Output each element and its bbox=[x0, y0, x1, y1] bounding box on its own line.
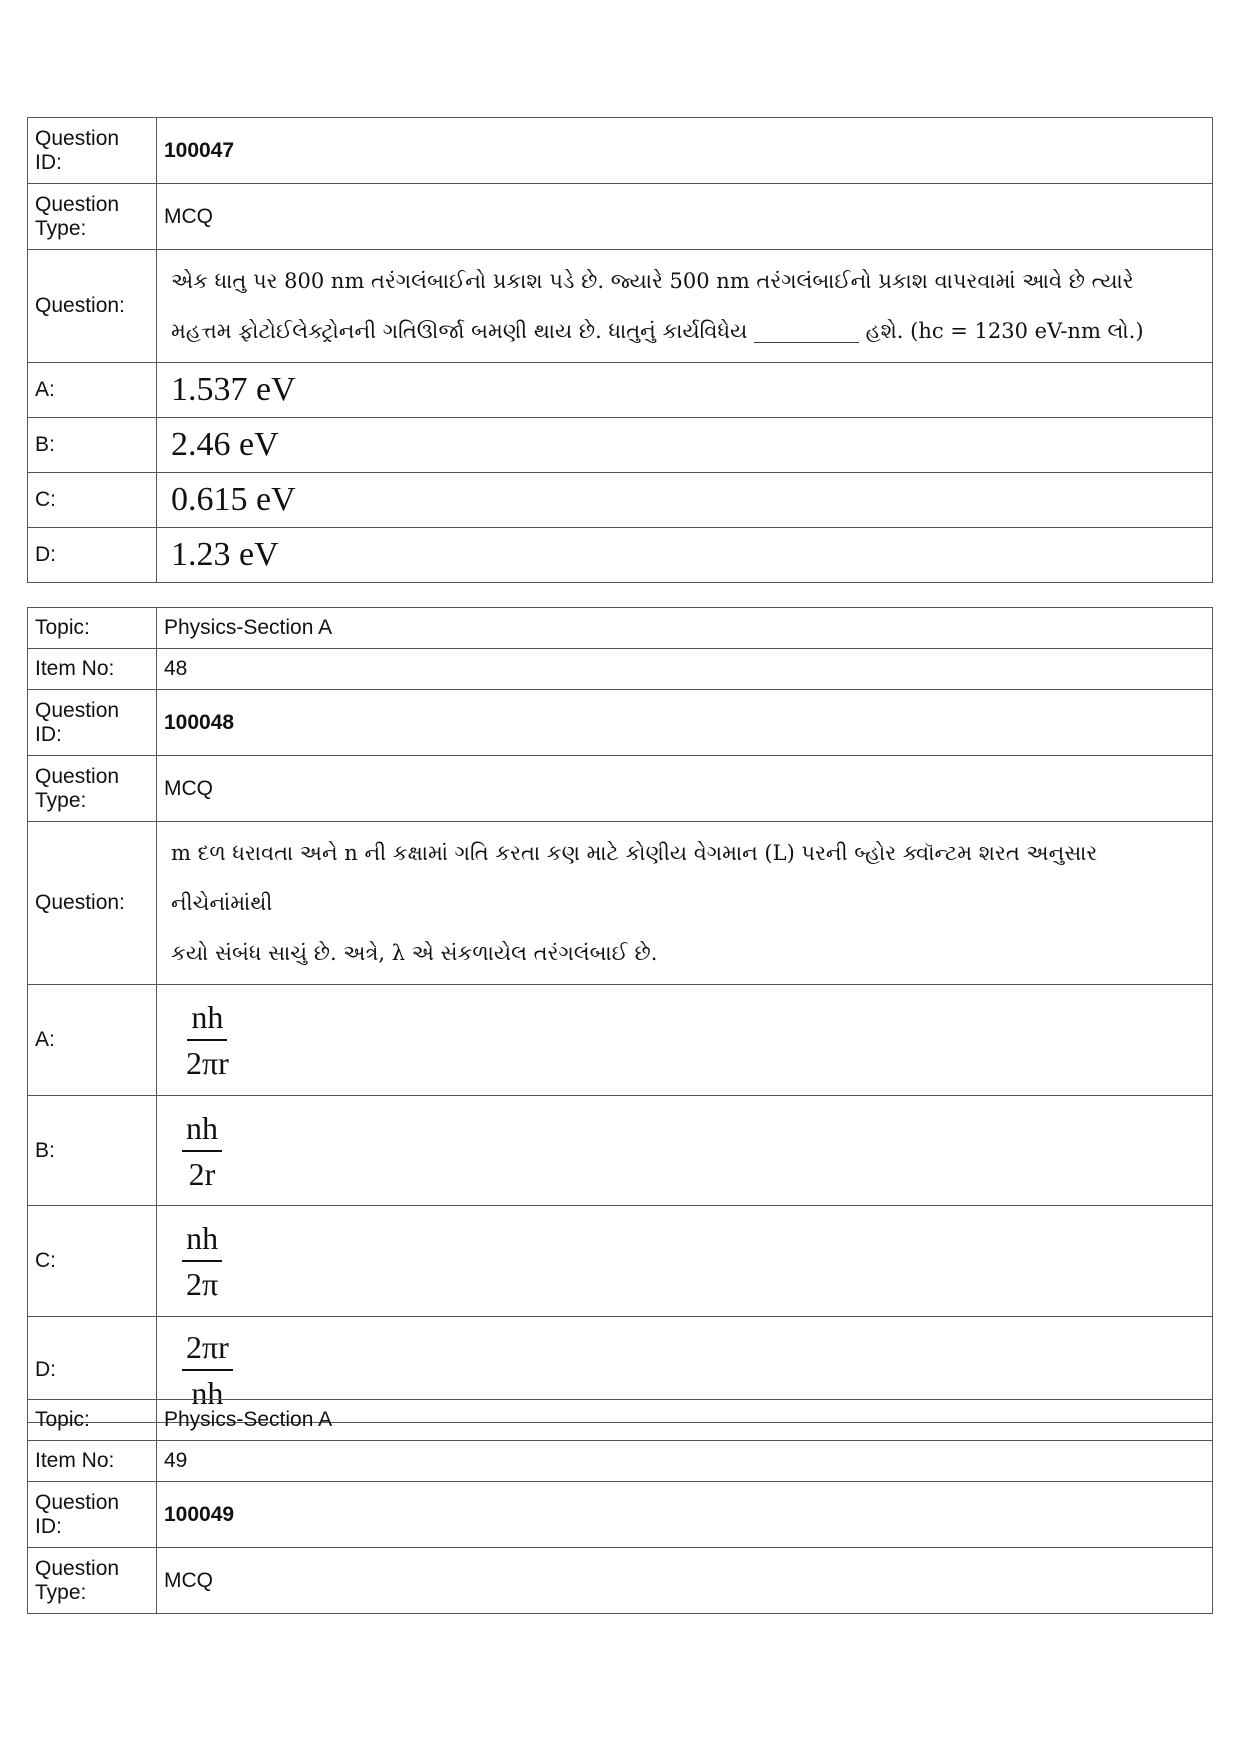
question-line-2: કયો સંબંધ સાચું છે. અત્રે, λ એ સંકળાયેલ તરંગલંબાઈ છે. bbox=[171, 941, 658, 965]
numerator: 2πr bbox=[182, 1328, 233, 1371]
question-label: Question: bbox=[28, 250, 157, 363]
numerator: nh bbox=[182, 1219, 222, 1262]
option-c-label: C: bbox=[28, 473, 157, 528]
question-id-value: 100048 bbox=[157, 690, 1213, 756]
question-type-label: Question Type: bbox=[28, 1548, 157, 1614]
question-line-2: મહત્તમ ફોટોઈલેક્ટ્રોનની ગતિઊર્જા બમણી થાય છે. ધાતુનું કાર્યવિધેય __________ હશે. (hc = 1230 eV-nm લો.) bbox=[171, 319, 1144, 343]
question-block-100049 bbox=[27, 1399, 1213, 1614]
denominator: 2r bbox=[188, 1155, 216, 1192]
question-id-label: Question ID: bbox=[28, 1482, 157, 1548]
topic-label: Topic: bbox=[28, 608, 157, 649]
question-id-value: 100047 bbox=[157, 118, 1213, 184]
question-block-100047 bbox=[27, 117, 1213, 583]
fraction bbox=[182, 1219, 222, 1303]
topic-label: Topic: bbox=[28, 1400, 157, 1441]
question-text bbox=[157, 250, 1213, 363]
option-d-label: D: bbox=[28, 1317, 157, 1423]
question-text bbox=[157, 822, 1213, 985]
fraction bbox=[182, 1109, 222, 1193]
item-no-value: 48 bbox=[157, 649, 1213, 690]
option-b-label: B: bbox=[28, 1096, 157, 1206]
denominator: 2πr bbox=[186, 1045, 229, 1081]
option-d-value: 1.23 eV bbox=[157, 528, 1213, 583]
topic-value: Physics-Section A bbox=[157, 1400, 1213, 1441]
question-id-label: Question ID: bbox=[28, 118, 157, 184]
question-type-label: Question Type: bbox=[28, 756, 157, 822]
numerator: nh bbox=[182, 1109, 222, 1152]
option-b-value: 2.46 eV bbox=[157, 418, 1213, 473]
option-c-label: C: bbox=[28, 1206, 157, 1317]
item-no-value: 49 bbox=[157, 1441, 1213, 1482]
topic-value: Physics-Section A bbox=[157, 608, 1213, 649]
question-block-100048 bbox=[27, 607, 1213, 1423]
question-line-1: m દળ ધરાવતા અને n ની કક્ષામાં ગતિ કરતા કણ માટે કોણીય વેગમાન (L) પરની બ્હોર ક્વૉન્ટમ શરત અનુસાર નીચેનાંમાંથી bbox=[171, 841, 1098, 915]
option-a-label: A: bbox=[28, 363, 157, 418]
denominator: nh bbox=[191, 1374, 224, 1411]
question-type-value: MCQ bbox=[157, 756, 1213, 822]
fraction bbox=[182, 998, 233, 1082]
option-c-value: 0.615 eV bbox=[157, 473, 1213, 528]
numerator: nh bbox=[187, 998, 227, 1041]
option-a-label: A: bbox=[28, 985, 157, 1096]
question-label: Question: bbox=[28, 822, 157, 985]
denominator: 2π bbox=[186, 1266, 219, 1302]
option-c-value bbox=[157, 1206, 1213, 1317]
question-id-label: Question ID: bbox=[28, 690, 157, 756]
question-type-value: MCQ bbox=[157, 1548, 1213, 1614]
option-a-value: 1.537 eV bbox=[157, 363, 1213, 418]
option-b-label: B: bbox=[28, 418, 157, 473]
item-no-label: Item No: bbox=[28, 1441, 157, 1482]
question-id-value: 100049 bbox=[157, 1482, 1213, 1548]
question-line-1: એક ધાતુ પર 800 nm તરંગલંબાઈનો પ્રકાશ પડે છે. જ્યારે 500 nm તરંગલંબાઈનો પ્રકાશ વાપરવામાં આવે છે ત્યારે bbox=[171, 269, 1134, 293]
option-d-label: D: bbox=[28, 528, 157, 583]
option-b-value bbox=[157, 1096, 1213, 1206]
item-no-label: Item No: bbox=[28, 649, 157, 690]
question-type-value: MCQ bbox=[157, 184, 1213, 250]
question-type-label: Question Type: bbox=[28, 184, 157, 250]
option-a-value bbox=[157, 985, 1213, 1096]
